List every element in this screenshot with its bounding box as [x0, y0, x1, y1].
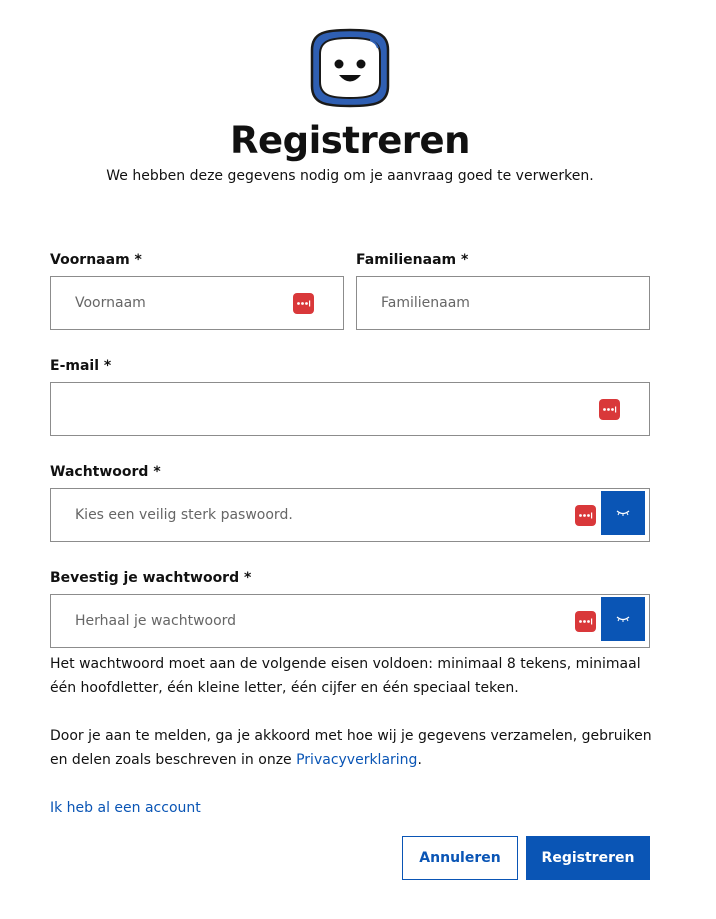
password-manager-icon[interactable]: [599, 399, 620, 420]
show-password-button[interactable]: [601, 491, 645, 535]
page-title: Registreren: [230, 119, 470, 162]
page-subtitle: We hebben deze gegevens nodig om je aanvraag goed te verwerken.: [106, 168, 594, 184]
consent-text-before: Door je aan te melden, ga je akkoord met hoe wij je gegevens verzamelen, gebruiken en delen zoals beschreven in onze: [50, 728, 652, 768]
password-input[interactable]: [51, 489, 649, 541]
consent-text-after: .: [417, 752, 422, 768]
existing-account-link[interactable]: Ik heb al een account: [50, 800, 201, 816]
email-label: E-mail *: [50, 358, 112, 374]
password-manager-icon[interactable]: [575, 611, 596, 632]
last-name-field-wrapper: [356, 276, 650, 330]
smiley-logo-icon: [310, 28, 390, 108]
eye-closed-icon: [616, 615, 630, 623]
show-confirm-password-button[interactable]: [601, 597, 645, 641]
cancel-button[interactable]: Annuleren: [402, 836, 518, 880]
eye-closed-icon: [616, 509, 630, 517]
consent-text: [50, 724, 660, 772]
register-button[interactable]: Registreren: [526, 836, 650, 880]
confirm-password-label: Bevestig je wachtwoord *: [50, 570, 252, 586]
first-name-field-wrapper: [50, 276, 344, 330]
password-manager-icon[interactable]: [293, 293, 314, 314]
password-field-wrapper: [50, 488, 650, 542]
password-requirements-hint: Het wachtwoord moet aan de volgende eisen voldoen: minimaal 8 tekens, minimaal één hoofdletter, één kleine letter, één cijfer en één speciaal teken.: [50, 656, 641, 696]
email-input[interactable]: [51, 383, 649, 435]
privacy-statement-link[interactable]: Privacyverklaring: [296, 752, 418, 768]
email-field-wrapper: [50, 382, 650, 436]
confirm-password-input[interactable]: [51, 595, 649, 647]
last-name-input[interactable]: [357, 277, 649, 329]
password-label: Wachtwoord *: [50, 464, 161, 480]
first-name-label: Voornaam *: [50, 252, 142, 268]
password-manager-icon[interactable]: [575, 505, 596, 526]
last-name-label: Familienaam *: [356, 252, 469, 268]
confirm-password-field-wrapper: [50, 594, 650, 648]
